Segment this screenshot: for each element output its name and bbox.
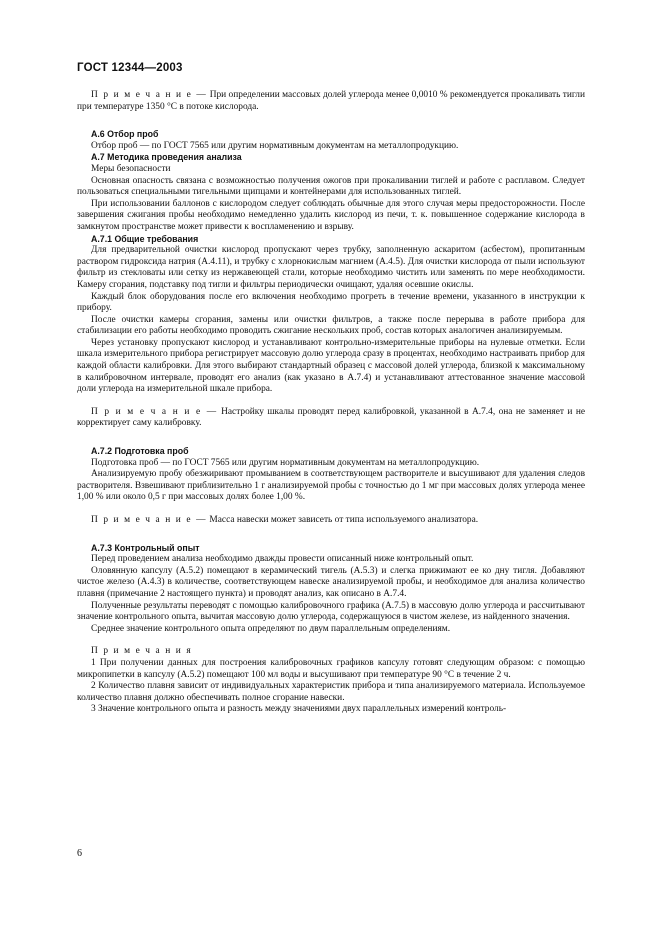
note-scale-setup (77, 407, 585, 430)
section-heading-a7: А.7 Методика проведения анализа (91, 152, 242, 163)
note-label: П р и м е ч а н и е — (91, 515, 208, 525)
paragraph: Полученные результаты переводят с помощью калибровочного графика (А.7.5) в массовую долю углерода и рассчитывают значение контрольного опыта, вычитая массовую долю углерода, содержащуюся в чистом железе, из найденного значения. (77, 600, 585, 623)
document-header: ГОСТ 12344—2003 (77, 62, 183, 74)
paragraph: Анализируемую пробу обезжиривают промыванием в соответствующем растворителе и высушивают для удаления следов растворителя. Взвешивают приблизительно 1 г анализируемой пробы с точностью до 1 мг при массовых долях углерода менее 1,00 % или около 0,5 г при массовых долях более 1,00 %. (77, 469, 585, 503)
paragraph: После очистки камеры сгорания, замены или очистки фильтров, а также после перерыва в работе прибора для стабилизации его работы необходимо проводить сжигание нескольких проб, состав которых аналогичен анализируемым. (77, 314, 585, 337)
paragraph: Каждый блок оборудования после его включения необходимо прогреть в течение времени, указанного в инструкции к прибору. (77, 291, 585, 314)
note-text: При определении массовых долей углерода менее 0,0010 % рекомендуется прокаливать тигли при температуре 1350 °С в потоке кислорода. (77, 90, 585, 112)
page-number: 6 (77, 848, 82, 859)
paragraph: Оловянную капсулу (А.5.2) помещают в керамический тигель (А.5.3) и слегка прижимают ее ко дну тигля. Добавляют чистое железо (А.4.3) в количестве, соответствующем навеске анализируемой пробы, и необходимое для анализа количество плавня (примечание 2 настоящего пункта) и проводят анализ, как описано в А.7.4. (77, 565, 585, 599)
paragraph: Подготовка проб — по ГОСТ 7565 или другим нормативным документам на металлопродукцию. (91, 457, 480, 468)
note-sample-mass (77, 515, 585, 527)
note-text: Настройку шкалы проводят перед калибровкой, указанной в А.7.4, она не заменяет и не корректирует саму калибровку. (77, 406, 585, 429)
note-label: П р и м е ч а н и е — (91, 406, 218, 417)
note-calcination (77, 90, 585, 113)
page-body (77, 90, 585, 716)
paragraph: При использовании баллонов с кислородом следует соблюдать обычные для этого случая меры предосторожности. После завершения сжигания пробы необходимо немедленно удалить кислород из печи, т. к. повышенное содержание кислорода в замкнутом пространстве может привести к воспламенению и взрыву. (77, 198, 585, 232)
section-heading-a71: А.7.1 Общие требования (91, 233, 199, 244)
note-item: 1 При получении данных для построения калибровочных графиков капсулу готовят следующим образом: с помощью микропипетки в капсулу (А.5.2) помещают 100 мл воды и высушивают при температуре 90 °С в течение 2 ч. (77, 657, 585, 680)
section-heading-a73: А.7.3 Контрольный опыт (91, 542, 200, 553)
section-heading-a72: А.7.2 Подготовка проб (91, 446, 189, 457)
subsection-title-safety: Меры безопасности (91, 163, 171, 174)
paragraph: Перед проведением анализа необходимо дважды провести описанный ниже контрольный опыт. (91, 554, 474, 565)
note-item: 2 Количество плавня зависит от индивидуальных характеристик прибора и типа анализируемого материала. Используемое количество плавня должно обеспечивать полное сгорание навески. (77, 681, 585, 703)
section-heading-a6: А.6 Отбор проб (91, 129, 159, 140)
paragraph: Для предварительной очистки кислород пропускают через трубку, заполненную аскаритом (асбестом), пропитанным раствором гидроксида натрия (А.4.11), и трубку с хлорнокислым магнием (А.4.5). Для очистки кислорода от пыли используют фильтр из стекловаты или сетку из нержавеющей стали, которые необходимо чистить или заменять по мере необходимости. Камеру сгорания, подставку под тигли и фильтры периодически очищают, удаляя осевшие окислы. (77, 245, 585, 290)
notes-title: П р и м е ч а н и я (91, 646, 193, 657)
paragraph: Через установку пропускают кислород и устанавливают контрольно-измерительные приборы на нулевые отметки. Если шкала измерительного прибора регистрирует массовую долю углерода сразу в процентах, необходимо настраивать прибор для каждой области калибровки. Для этого выбирают стандартный образец с массовой долей углерода, близкой к максимальному в калибровочном интервале, проводят его анализ (как указано в А.7.4) и устанавливают аттестованное значение массовой доли углерода на измерительной шкале прибора. (77, 337, 585, 395)
note-text: Масса навески может зависеть от типа используемого анализатора. (207, 515, 479, 525)
paragraph: Отбор проб — по ГОСТ 7565 или другим нормативным документам на металлопродукцию. (91, 140, 459, 151)
paragraph: Среднее значение контрольного опыта определяют по двум параллельным определениям. (91, 623, 451, 634)
note-item: 3 Значение контрольного опыта и разность между значениями двух параллельных измерений контроль- (91, 704, 507, 715)
paragraph: Основная опасность связана с возможностью получения ожогов при прокаливании тиглей и работе с расплавом. Следует пользоваться специальными тигельными щипцами и контейнерами для использованных тиглей. (77, 175, 585, 198)
note-label: П р и м е ч а н и е — (91, 90, 208, 100)
